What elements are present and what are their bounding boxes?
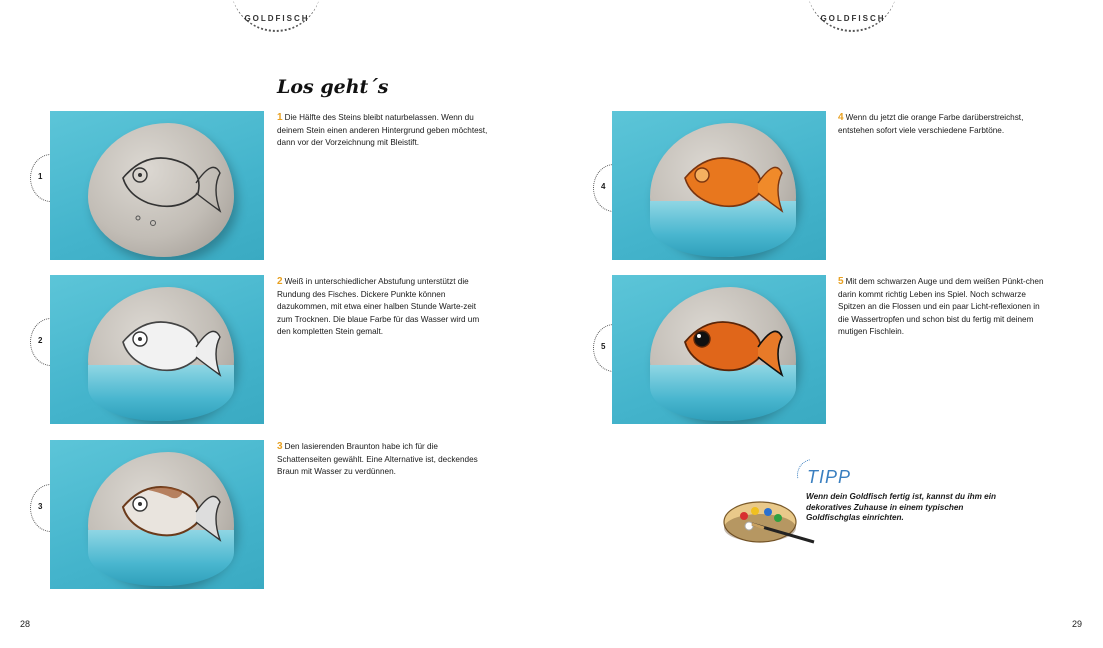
step-text-3: 3 Den lasierenden Braunton habe ich für die Schattenseiten gewählt. Eine Alternative ist, deckendes Braun mit Wasser zu verdünnen. [277, 441, 478, 477]
header-title-left: GOLDFISCH [244, 14, 310, 23]
fish-sketch-icon [108, 133, 228, 233]
page-number-left: 28 [20, 619, 31, 629]
fish-white-icon [108, 297, 228, 397]
step-photo-5 [612, 275, 826, 424]
header-title-right: GOLDFISCH [820, 14, 886, 23]
fish-finished-icon [670, 297, 790, 397]
step-number-3: 3 [30, 484, 56, 530]
fish-orange-icon [670, 133, 790, 233]
header-emblem-right [803, 0, 903, 32]
header-emblem-left [227, 0, 327, 32]
step-number-2: 2 [30, 318, 56, 364]
paint-palette-icon [722, 494, 816, 546]
step-number-4: 4 [593, 164, 619, 210]
step-text-5: 5 Mit dem schwarzen Auge und dem weißen Pünkt-chen darin kommt richtig Leben ins Spiel. Noch schwarze Spitzen an die Flossen und ein paar Licht-reflexionen in die Wassertropfen und schon bist du fertig mit deinem mutigen Fischlein. [838, 276, 1044, 337]
step-number-5: 5 [593, 324, 619, 370]
step-text-2: 2 Weiß in unterschiedlicher Abstufung unterstützt die Rundung des Fisches. Dickere Punkte können dazukommen, mit etwa einer halben Stunde Warte-zeit zum Trocknen. Die blaue Farbe für das Wasser wird um den kompletten Stein gemalt. [277, 276, 480, 337]
headline: Los geht´s [277, 76, 389, 98]
tip-text: Wenn dein Goldfisch fertig ist, kannst du ihm ein dekoratives Zuhause in einem typischen Goldfischglas einrichten. [806, 492, 996, 523]
step-text-1: 1 Die Hälfte des Steins bleibt naturbelassen. Wenn du deinem Stein einen anderen Hintergrund geben möchtest, dann vor der Vorzeichnung mit Bleistift. [277, 112, 488, 148]
step-photo-4 [612, 111, 826, 260]
left-page [0, 0, 551, 648]
step-photo-1 [50, 111, 264, 260]
step-text-4: 4 Wenn du jetzt die orange Farbe darüberstreichst, entstehen sofort viele verschiedene Farbtöne. [838, 112, 1024, 135]
fish-brown-icon [108, 462, 228, 562]
tip-title: TIPP [807, 467, 852, 487]
page-number-right: 29 [1072, 619, 1083, 629]
step-number-1: 1 [30, 154, 56, 200]
step-photo-3 [50, 440, 264, 589]
step-photo-2 [50, 275, 264, 424]
